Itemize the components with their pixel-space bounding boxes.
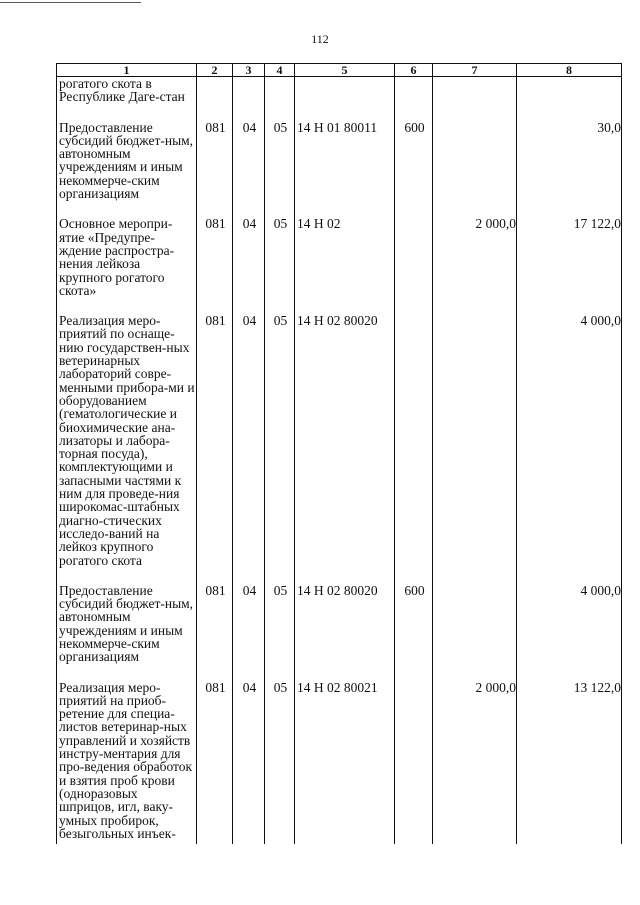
row-name: рогатого скота в Республике Даге-стан — [57, 77, 197, 121]
header-col-6: 6 — [395, 64, 433, 77]
table-row — [57, 121, 622, 218]
row-vr — [395, 77, 433, 121]
row-grbs: 081 — [197, 681, 233, 845]
row-vr: 600 — [395, 121, 433, 218]
row-grbs: 081 — [197, 584, 233, 681]
row-csr — [295, 77, 395, 121]
header-col-2: 2 — [197, 64, 233, 77]
row-value-7 — [433, 314, 517, 584]
row-pr: 05 — [265, 217, 295, 314]
row-value-7: 2 000,0 — [433, 681, 517, 845]
row-name: Основное меропри-ятие «Предупре-ждение распростра-нения лейкоза крупного рогатого скота» — [57, 217, 197, 314]
row-csr: 14 Н 02 80021 — [295, 681, 395, 845]
row-pr: 05 — [265, 314, 295, 584]
header-col-3: 3 — [233, 64, 265, 77]
row-rz: 04 — [233, 314, 265, 584]
row-vr — [395, 314, 433, 584]
table-row — [57, 77, 622, 121]
row-pr: 05 — [265, 584, 295, 681]
header-col-1: 1 — [57, 64, 197, 77]
header-col-7: 7 — [433, 64, 517, 77]
row-value-7: 2 000,0 — [433, 217, 517, 314]
row-value-8: 30,0 — [517, 121, 622, 218]
row-rz — [233, 77, 265, 121]
row-vr: 600 — [395, 584, 433, 681]
row-pr — [265, 77, 295, 121]
header-col-8: 8 — [517, 64, 622, 77]
row-value-7 — [433, 584, 517, 681]
row-pr: 05 — [265, 121, 295, 218]
page-number: 112 — [311, 32, 329, 46]
row-value-8: 17 122,0 — [517, 217, 622, 314]
table-row — [57, 681, 622, 845]
row-value-7 — [433, 77, 517, 121]
table-row — [57, 314, 622, 584]
row-value-8: 4 000,0 — [517, 314, 622, 584]
row-csr: 14 Н 02 80020 — [295, 314, 395, 584]
table-row — [57, 584, 622, 681]
row-name: Реализация меро-приятий на приоб-ретение для специа-листов ветеринар-ных управлений и хозяйств инстру-ментария для про-ведения обработок и взятия проб крови (одноразовых шприцов, игл, ваку-умных пробирок, безыгольных инъек- — [57, 681, 197, 845]
row-name: Предоставление субсидий бюджет-ным, автономным учреждениям и иным некоммерче-ским организациям — [57, 584, 197, 681]
budget-table — [56, 63, 622, 844]
row-rz: 04 — [233, 217, 265, 314]
row-grbs: 081 — [197, 217, 233, 314]
row-csr: 14 Н 02 — [295, 217, 395, 314]
row-grbs — [197, 77, 233, 121]
row-pr: 05 — [265, 681, 295, 845]
row-name: Реализация меро-приятий по оснаще-нию государствен-ных ветеринарных лабораторий совре-менными прибора-ми и оборудованием (гематологические и биохимические ана-лизаторы и лабора-торная посуда), комплектующими и запасными частями к ним для проведе-ния широкомас-штабных диагно-стических исследо-ваний на лейкоз крупного рогатого скота — [57, 314, 197, 584]
row-grbs: 081 — [197, 121, 233, 218]
row-csr: 14 Н 02 80020 — [295, 584, 395, 681]
row-value-8: 4 000,0 — [517, 584, 622, 681]
row-rz: 04 — [233, 681, 265, 845]
row-rz: 04 — [233, 121, 265, 218]
row-vr — [395, 217, 433, 314]
row-name: Предоставление субсидий бюджет-ным, автономным учреждениям и иным некоммерче-ским организациям — [57, 121, 197, 218]
row-value-8 — [517, 77, 622, 121]
header-row — [57, 64, 622, 77]
row-grbs: 081 — [197, 314, 233, 584]
row-value-7 — [433, 121, 517, 218]
row-vr — [395, 681, 433, 845]
row-value-8: 13 122,0 — [517, 681, 622, 845]
row-csr: 14 Н 01 80011 — [295, 121, 395, 218]
top-left-rule — [0, 2, 141, 3]
header-col-5: 5 — [295, 64, 395, 77]
table-row — [57, 217, 622, 314]
header-col-4: 4 — [265, 64, 295, 77]
row-rz: 04 — [233, 584, 265, 681]
